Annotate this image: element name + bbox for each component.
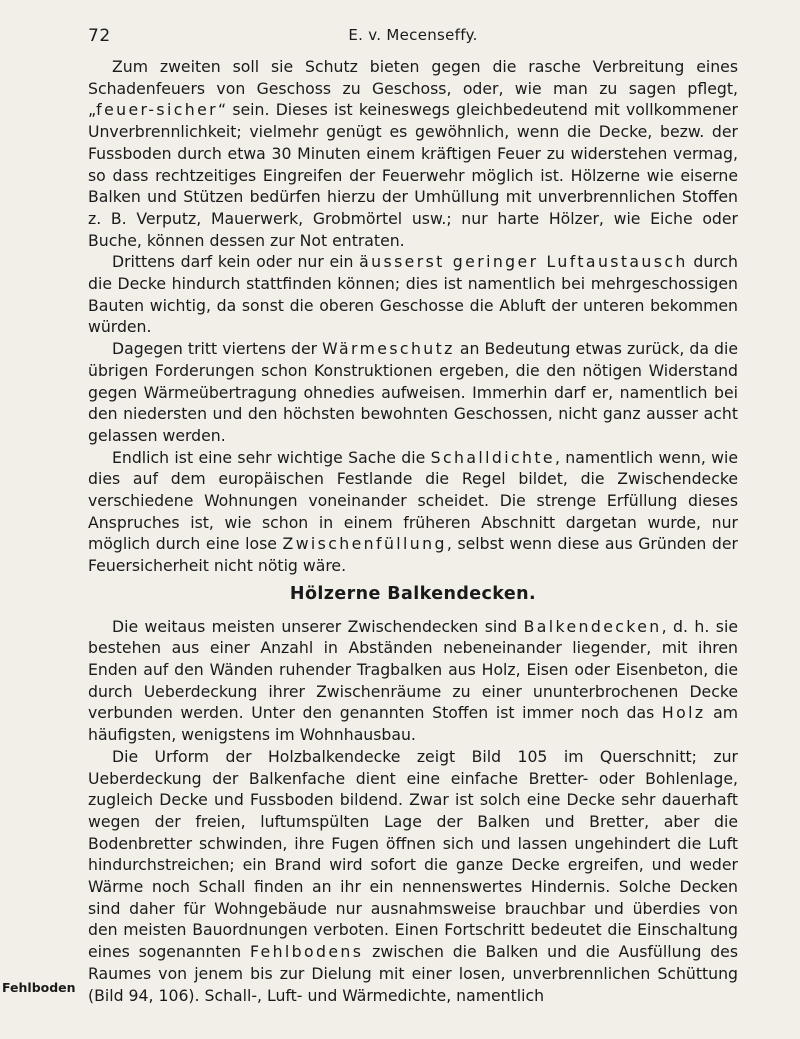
emphasis: Holz	[661, 703, 706, 723]
emphasis: Balkendecken	[523, 616, 662, 636]
paragraph: Die weitaus meisten unserer Zwischendecken sind Balkendecken, d. h. sie bestehen aus einer Anzahl in Abständen nebeneinander liegender, mit ihren Enden auf den Wänden ruhender Tragbalken aus Holz, Eisen oder Eisenbeton, die durch Ueberdeckung ihrer Zwischenräume zu einer ununterbrochenen Decke verbunden werden. Unter den genannten Stoffen ist immer noch das Holz am häufigsten, wenigstens im Wohnhausbau.	[88, 616, 739, 745]
page-header	[88, 26, 738, 50]
body-text	[88, 56, 738, 1006]
paragraph: Die Urform der Holzbalkendecke zeigt Bild 105 im Querschnitt; zur Ueberdeckung der Balkenfache dient eine einfache Bretter- oder Bohlenlage, zugleich Decke und Fussboden bildend. Zwar ist solch eine Decke sehr dauerhaft wegen der freien, luftumspülten Lage der Balken und Bretter, aber die Bodenbretter schwinden, ihre Fugen öffnen sich und lassen ungehindert die Luft hindurchstreichen; ein Brand wird sofort die ganze Decke ergreifen, und weder Wärme noch Schall finden an ihr ein nennenswertes Hindernis. Solche Decken sind daher für Wohngebäude nur ausnahmsweise brauchbar und überdies von den meisten Bauordnungen verboten. Einen Fortschritt bedeutet die Einschaltung eines sogenannten Fehlbodens zwischen die Balken und die Ausfüllung des Raumes von jenem bis zur Dielung mit einer losen, unverbrennlichen Schüttung (Bild 94, 106). Schall-, Luft- und Wärmedichte, namentlich	[88, 746, 738, 1005]
running-head: E. v. Mecenseffy.	[348, 26, 478, 44]
page-number: 72	[88, 26, 111, 46]
section-heading: Hölzerne Balkendecken.	[289, 583, 537, 604]
emphasis: äusserst geringer Luftaustausch	[359, 252, 688, 272]
emphasis: Wärmeschutz	[322, 339, 455, 359]
emphasis: Fehlbodens	[249, 942, 364, 962]
paragraph: Endlich ist eine sehr wichtige Sache die Schalldichte, namentlich wenn, wie dies auf dem europäischen Festlande die Regel bildet, die Zwischendecke verschiedene Wohnungen voneinander scheidet. Die strenge Erfüllung dieses Anspruches ist, wie schon in einem früheren Abschnitt dargetan wurde, nur möglich durch eine lose Zwischenfüllung, selbst wenn diese aus Gründen der Feuersicherheit nicht nötig wäre.	[88, 447, 738, 576]
margin-note: Fehlboden	[2, 980, 76, 995]
paragraph: Drittens darf kein oder nur ein äusserst geringer Luftaustausch durch die Decke hindurch stattfinden können; dies ist namentlich bei mehrgeschossigen Bauten wichtig, da sonst die oberen Geschosse die Abluft der unteren bekommen würden.	[88, 252, 738, 337]
emphasis: feuer-sicher	[96, 100, 219, 120]
paragraph: Dagegen tritt viertens der Wärmeschutz an Bedeutung etwas zurück, da die übrigen Forderungen schon Konstruktionen ergeben, die den nötigen Widerstand gegen Wärmeübertragung ohnedies aufweisen. Immerhin darf er, namentlich bei den niedersten und den höchsten bewohnten Geschossen, nicht ganz ausser acht gelassen werden.	[88, 339, 738, 445]
emphasis: Zwischenfüllung	[282, 534, 447, 554]
paragraph: Zum zweiten soll sie Schutz bieten gegen die rasche Verbreitung eines Schadenfeuers von Geschoss zu Geschoss, oder, wie man zu sagen pflegt, „feuer-sicher“ sein. Dieses ist keineswegs gleichbedeutend mit vollkommener Unverbrennlichkeit; vielmehr genügt es gewöhnlich, wenn die Decke, bezw. der Fussboden durch etwa 30 Minuten einem kräftigen Feuer zu widerstehen vermag, so dass rechtzeitiges Eingreifen der Feuerwehr möglich ist. Hölzerne wie eiserne Balken und Stützen bedürfen hierzu der Umhüllung mit unverbrennlichen Stoffen z. B. Verputz, Mauerwerk, Grobmörtel usw.; nur harte Hölzer, wie Eiche oder Buche, können dessen zur Not entraten.	[88, 57, 738, 250]
emphasis: Schalldichte	[430, 447, 555, 467]
